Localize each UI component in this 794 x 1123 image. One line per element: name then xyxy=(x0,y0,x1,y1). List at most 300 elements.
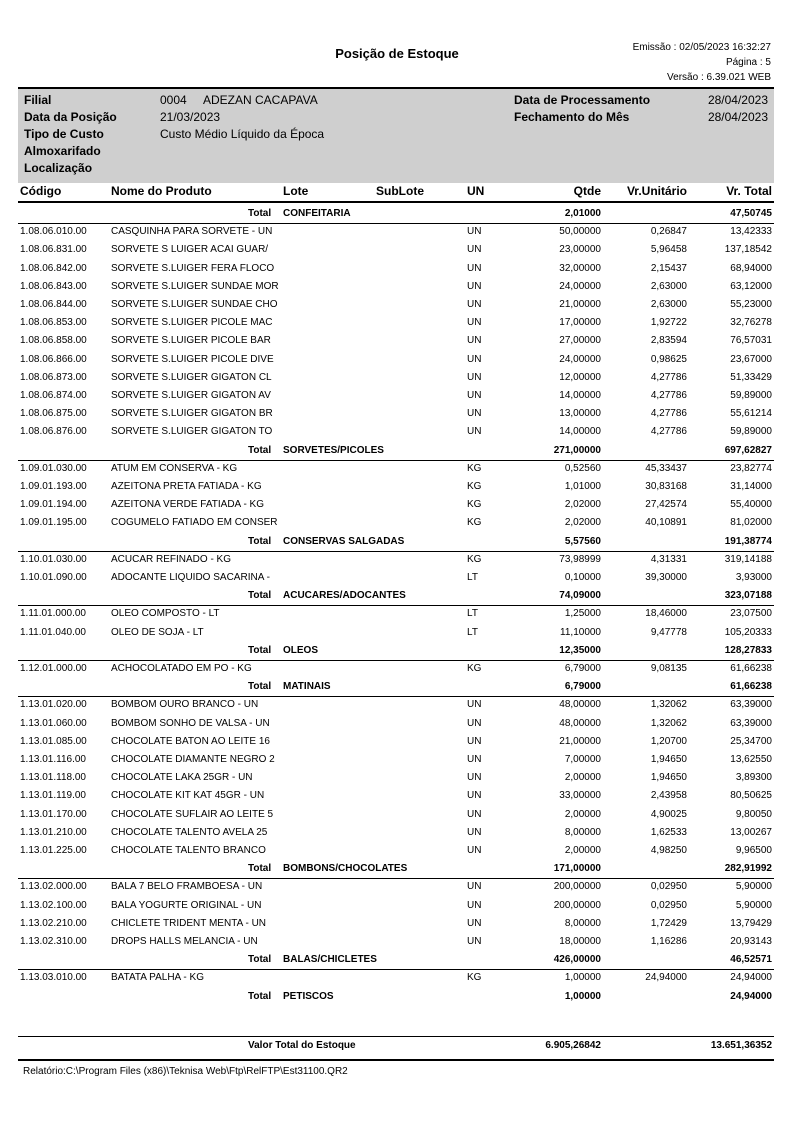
total-value: 55,61214 xyxy=(730,408,772,420)
group-name: MATINAIS xyxy=(283,681,331,693)
unit-value: 4,27786 xyxy=(650,390,687,401)
table-row xyxy=(18,315,774,333)
total-label: Total xyxy=(248,590,272,602)
product-code: 1.11.01.040.00 xyxy=(20,626,86,638)
quantity: 6,79000 xyxy=(564,663,601,674)
unit-value: 45,33437 xyxy=(645,462,687,474)
col-codigo: Código xyxy=(20,184,62,198)
unit: UN xyxy=(467,735,482,747)
total-value: 9,80050 xyxy=(735,808,772,820)
group-qtde: 74,09000 xyxy=(559,590,601,602)
total-value: 13,00267 xyxy=(730,826,772,838)
product-name: CHOCOLATE KIT KAT 45GR - UN xyxy=(111,790,265,802)
filial-name: ADEZAN CACAPAVA xyxy=(203,93,318,107)
total-value: 61,66238 xyxy=(730,663,772,674)
unit: UN xyxy=(467,881,482,893)
product-code: 1.13.03.010.00 xyxy=(20,972,87,984)
report-title: Posição de Estoque xyxy=(335,46,459,61)
total-value: 68,94000 xyxy=(730,262,772,274)
total-value: 55,40000 xyxy=(730,499,772,511)
product-name: SORVETE S.LUIGER GIGATON TO xyxy=(111,426,273,438)
unit-value: 4,27786 xyxy=(650,426,687,438)
data-processamento-label: Data de Processamento xyxy=(514,93,651,107)
product-name: BALA 7 BELO FRAMBOESA - UN xyxy=(111,881,263,893)
total-value: 25,34700 xyxy=(730,735,772,747)
product-code: 1.08.06.842.00 xyxy=(20,262,87,274)
filial-label: Filial xyxy=(24,93,52,107)
total-value: 13,62550 xyxy=(730,754,772,765)
group-total-row xyxy=(18,443,774,461)
product-code: 1.09.01.195.00 xyxy=(20,517,87,529)
product-name: ACUCAR REFINADO - KG xyxy=(111,553,232,565)
fechamento-label: Fechamento do Mês xyxy=(514,110,630,124)
total-value: 23,82774 xyxy=(730,462,772,474)
quantity: 12,00000 xyxy=(559,371,601,383)
quantity: 33,00000 xyxy=(559,790,601,802)
quantity: 200,00000 xyxy=(553,899,601,911)
unit-value: 0,98625 xyxy=(650,353,687,365)
unit-value: 40,10891 xyxy=(645,517,687,529)
unit: UN xyxy=(467,371,482,383)
table-row xyxy=(18,716,774,734)
group-total: 191,38774 xyxy=(724,535,772,547)
total-value: 137,18542 xyxy=(724,244,772,256)
unit: UN xyxy=(467,790,482,802)
total-value: 59,89000 xyxy=(730,426,772,438)
product-name: SORVETE S.LUIGER PICOLE MAC xyxy=(111,317,273,329)
product-code: 1.13.01.225.00 xyxy=(20,845,87,856)
tipo-custo: Custo Médio Líquido da Época xyxy=(160,127,325,141)
quantity: 50,00000 xyxy=(559,226,601,238)
col-sublote: SubLote xyxy=(376,184,424,198)
table-row xyxy=(18,788,774,806)
product-name: DROPS HALLS MELANCIA - UN xyxy=(111,936,258,947)
quantity: 0,10000 xyxy=(564,572,601,583)
unit-value: 4,31331 xyxy=(650,553,687,565)
product-name: SORVETE S.LUIGER SUNDAE MOR xyxy=(111,280,279,292)
total-value: 13,79429 xyxy=(730,917,772,929)
unit-value: 0,02950 xyxy=(650,899,687,911)
product-name: SORVETE S.LUIGER SUNDAE CHO xyxy=(111,299,278,310)
quantity: 27,00000 xyxy=(559,335,601,347)
page-number: Página : 5 xyxy=(725,57,771,68)
grand-total-value: 13.651,36352 xyxy=(710,1040,772,1051)
group-total: 282,91992 xyxy=(724,863,772,875)
quantity: 14,00000 xyxy=(559,426,601,438)
product-code: 1.09.01.193.00 xyxy=(20,481,87,492)
total-value: 32,76278 xyxy=(730,317,772,329)
product-name: OLEO COMPOSTO - LT xyxy=(111,608,220,620)
quantity: 73,98999 xyxy=(559,553,601,565)
table-row xyxy=(18,388,774,406)
unit: UN xyxy=(467,936,482,947)
product-code: 1.08.06.873.00 xyxy=(20,371,87,383)
total-label: Total xyxy=(248,444,272,456)
col-nome: Nome do Produto xyxy=(111,184,212,198)
table-row xyxy=(18,261,774,279)
fechamento: 28/04/2023 xyxy=(707,110,768,124)
product-name: SORVETE S.LUIGER PICOLE DIVE xyxy=(111,353,274,365)
unit-value: 18,46000 xyxy=(645,608,687,620)
product-name: CHICLETE TRIDENT MENTA - UN xyxy=(111,917,267,929)
table-row xyxy=(18,661,774,679)
product-code: 1.13.01.085.00 xyxy=(20,735,87,747)
product-name: CHOCOLATE TALENTO BRANCO xyxy=(111,845,266,856)
version: Versão : 6.39.021 WEB xyxy=(667,72,771,83)
total-value: 20,93143 xyxy=(730,936,772,947)
total-label: Total xyxy=(248,208,272,219)
group-total-row xyxy=(18,952,774,970)
product-name: ATUM EM CONSERVA - KG xyxy=(111,462,238,474)
column-header-row xyxy=(18,182,774,203)
unit: UN xyxy=(467,244,482,256)
quantity: 8,00000 xyxy=(564,917,601,929)
unit-value: 0,26847 xyxy=(650,226,687,238)
product-name: ACHOCOLATADO EM PO - KG xyxy=(111,663,252,674)
unit: UN xyxy=(467,335,482,347)
unit: UN xyxy=(467,426,482,438)
quantity: 21,00000 xyxy=(559,299,601,310)
table-row xyxy=(18,934,774,952)
total-label: Total xyxy=(248,681,272,693)
unit-value: 0,02950 xyxy=(650,881,687,893)
grand-total-row xyxy=(18,1038,774,1056)
grand-total-qtde: 6.905,26842 xyxy=(545,1040,601,1051)
total-value: 51,33429 xyxy=(730,371,772,383)
col-lote: Lote xyxy=(283,184,309,198)
total-value: 63,12000 xyxy=(730,280,772,292)
table-row xyxy=(18,497,774,515)
table-row xyxy=(18,916,774,934)
group-name: CONFEITARIA xyxy=(283,208,351,219)
product-name: BATATA PALHA - KG xyxy=(111,972,204,984)
unit-value: 2,63000 xyxy=(650,280,687,292)
product-code: 1.13.01.210.00 xyxy=(20,826,87,838)
group-total: 61,66238 xyxy=(730,681,772,693)
unit: UN xyxy=(467,280,482,292)
total-value: 55,23000 xyxy=(730,299,772,310)
group-name: BOMBONS/CHOCOLATES xyxy=(283,863,408,875)
unit: UN xyxy=(467,262,482,274)
product-code: 1.08.06.853.00 xyxy=(20,317,87,329)
table-row xyxy=(18,734,774,752)
product-code: 1.08.06.844.00 xyxy=(20,299,87,310)
quantity: 48,00000 xyxy=(559,717,601,729)
table-row xyxy=(18,352,774,370)
product-name: AZEITONA VERDE FATIADA - KG xyxy=(111,499,264,511)
product-name: CHOCOLATE BATON AO LEITE 16 xyxy=(111,735,270,747)
col-un: UN xyxy=(467,184,485,198)
localizacao-label: Localização xyxy=(24,161,93,175)
group-total-row xyxy=(18,643,774,661)
group-total: 47,50745 xyxy=(730,208,772,219)
unit: KG xyxy=(467,553,482,565)
unit-value: 4,90025 xyxy=(650,808,687,820)
unit-value: 2,83594 xyxy=(650,335,687,347)
total-value: 23,67000 xyxy=(730,353,772,365)
product-name: BALA YOGURTE ORIGINAL - UN xyxy=(111,899,262,911)
unit: KG xyxy=(467,663,482,674)
group-total-row xyxy=(18,989,774,1007)
unit: UN xyxy=(467,826,482,838)
total-value: 9,96500 xyxy=(735,845,772,856)
unit: UN xyxy=(467,845,482,856)
total-value: 319,14188 xyxy=(724,553,772,565)
group-name: SORVETES/PICOLES xyxy=(283,444,384,456)
group-name: OLEOS xyxy=(283,644,319,656)
product-code: 1.08.06.875.00 xyxy=(20,408,87,420)
product-code: 1.11.01.000.00 xyxy=(20,608,86,620)
quantity: 24,00000 xyxy=(559,353,601,365)
quantity: 8,00000 xyxy=(564,826,601,838)
product-name: AZEITONA PRETA FATIADA - KG xyxy=(111,481,262,492)
tipo-custo-label: Tipo de Custo xyxy=(24,127,104,141)
product-code: 1.09.01.030.00 xyxy=(20,462,87,474)
emission-date: Emissão : 02/05/2023 16:32:27 xyxy=(632,42,771,53)
table-row xyxy=(18,606,774,624)
total-label: Total xyxy=(248,990,272,1002)
table-row xyxy=(18,224,774,242)
table-row xyxy=(18,515,774,533)
group-total: 697,62827 xyxy=(724,444,772,456)
table-row xyxy=(18,570,774,588)
product-name: ADOCANTE LIQUIDO SACARINA - xyxy=(111,572,270,583)
product-name: BOMBOM OURO BRANCO - UN xyxy=(111,699,259,711)
unit-value: 39,30000 xyxy=(645,572,687,583)
quantity: 2,00000 xyxy=(564,845,601,856)
col-vr-unitario: Vr.Unitário xyxy=(626,184,687,198)
total-value: 5,90000 xyxy=(735,881,772,893)
table-row xyxy=(18,825,774,843)
total-value: 5,90000 xyxy=(735,899,772,911)
group-total: 128,27833 xyxy=(724,644,772,656)
total-label: Total xyxy=(248,644,272,656)
unit-value: 1,20700 xyxy=(650,735,687,747)
data-posicao: 21/03/2023 xyxy=(160,110,221,124)
product-name: SORVETE S.LUIGER GIGATON AV xyxy=(111,390,271,401)
group-name: PETISCOS xyxy=(283,990,334,1002)
filial-code: 0004 xyxy=(160,93,187,107)
total-value: 63,39000 xyxy=(730,717,772,729)
product-code: 1.13.01.119.00 xyxy=(20,790,86,802)
total-label: Total xyxy=(248,863,272,875)
group-qtde: 426,00000 xyxy=(553,954,601,966)
unit: UN xyxy=(467,808,482,820)
unit: UN xyxy=(467,699,482,711)
group-total-row xyxy=(18,861,774,879)
group-qtde: 2,01000 xyxy=(564,208,601,219)
table-row xyxy=(18,279,774,297)
unit-value: 1,32062 xyxy=(650,699,687,711)
product-name: OLEO DE SOJA - LT xyxy=(111,626,204,638)
product-code: 1.08.06.874.00 xyxy=(20,390,87,401)
quantity: 2,00000 xyxy=(564,772,601,784)
grand-total-divider xyxy=(18,1059,774,1061)
table-row xyxy=(18,879,774,897)
group-name: CONSERVAS SALGADAS xyxy=(283,535,405,547)
table-row xyxy=(18,370,774,388)
product-code: 1.08.06.831.00 xyxy=(20,244,87,256)
unit-value: 2,15437 xyxy=(650,262,687,274)
unit: UN xyxy=(467,772,482,784)
quantity: 17,00000 xyxy=(559,317,601,329)
product-code: 1.13.02.100.00 xyxy=(20,899,87,911)
table-row xyxy=(18,807,774,825)
quantity: 11,10000 xyxy=(560,626,601,638)
quantity: 1,00000 xyxy=(564,972,601,984)
quantity: 2,00000 xyxy=(564,808,601,820)
almoxarifado-label: Almoxarifado xyxy=(24,144,101,158)
total-value: 105,20333 xyxy=(724,626,772,638)
product-code: 1.08.06.866.00 xyxy=(20,353,87,365)
product-code: 1.13.02.210.00 xyxy=(20,917,87,929)
unit: UN xyxy=(467,917,482,929)
product-name: SORVETE S LUIGER ACAI GUAR/ xyxy=(111,244,269,256)
total-label: Total xyxy=(248,954,272,966)
unit: KG xyxy=(467,972,482,984)
product-code: 1.12.01.000.00 xyxy=(20,663,87,674)
unit-value: 4,27786 xyxy=(650,371,687,383)
total-value: 76,57031 xyxy=(730,335,772,347)
unit: UN xyxy=(467,299,482,310)
product-name: SORVETE S.LUIGER GIGATON CL xyxy=(111,371,272,383)
unit: UN xyxy=(467,408,482,420)
total-value: 63,39000 xyxy=(730,699,772,711)
unit-value: 1,94650 xyxy=(650,772,687,784)
group-total-row xyxy=(18,679,774,697)
unit-value: 1,32062 xyxy=(650,717,687,729)
total-label: Total xyxy=(248,535,272,547)
table-row xyxy=(18,424,774,442)
table-row xyxy=(18,406,774,424)
unit-value: 1,62533 xyxy=(650,826,687,838)
product-code: 1.13.02.000.00 xyxy=(20,881,87,893)
table-row xyxy=(18,697,774,715)
data-posicao-label: Data da Posição xyxy=(24,110,117,124)
grand-total-top-divider xyxy=(18,1036,774,1037)
total-value: 59,89000 xyxy=(730,390,772,401)
table-row xyxy=(18,970,774,988)
table-row xyxy=(18,333,774,351)
quantity: 2,02000 xyxy=(564,517,601,529)
unit-value: 1,92722 xyxy=(650,317,687,329)
table-row xyxy=(18,898,774,916)
group-total-row xyxy=(18,588,774,606)
group-name: ACUCARES/ADOCANTES xyxy=(283,590,406,602)
unit: UN xyxy=(467,226,482,238)
product-code: 1.13.01.060.00 xyxy=(20,717,87,729)
product-code: 1.08.06.876.00 xyxy=(20,426,87,438)
unit-value: 30,83168 xyxy=(645,481,687,492)
product-name: SORVETE S.LUIGER PICOLE BAR xyxy=(111,335,271,347)
unit: LT xyxy=(467,572,478,583)
unit-value: 4,98250 xyxy=(650,845,687,856)
group-total: 24,94000 xyxy=(730,990,772,1002)
unit: UN xyxy=(467,317,482,329)
group-total-row xyxy=(18,206,774,224)
product-code: 1.10.01.090.00 xyxy=(20,572,87,583)
product-code: 1.13.02.310.00 xyxy=(20,936,87,947)
table-row xyxy=(18,770,774,788)
table-row xyxy=(18,752,774,770)
table-row xyxy=(18,242,774,260)
product-name: COGUMELO FATIADO EM CONSER xyxy=(111,517,278,529)
product-name: CHOCOLATE TALENTO AVELA 25 xyxy=(111,826,268,838)
product-name: CASQUINHA PARA SORVETE - UN xyxy=(111,226,273,238)
total-value: 81,02000 xyxy=(730,517,772,529)
table-row xyxy=(18,625,774,643)
unit-value: 1,72429 xyxy=(650,917,687,929)
total-value: 3,93000 xyxy=(735,572,772,583)
group-qtde: 12,35000 xyxy=(559,644,601,656)
unit-value: 2,43958 xyxy=(650,790,687,802)
group-qtde: 171,00000 xyxy=(553,863,601,875)
quantity: 14,00000 xyxy=(559,390,601,401)
product-name: CHOCOLATE DIAMANTE NEGRO 2 xyxy=(111,754,275,765)
group-qtde: 5,57560 xyxy=(564,535,601,547)
group-qtde: 271,00000 xyxy=(553,444,601,456)
unit-value: 1,94650 xyxy=(650,754,687,765)
quantity: 13,00000 xyxy=(559,408,601,420)
unit: UN xyxy=(467,717,482,729)
product-code: 1.13.01.118.00 xyxy=(20,772,86,784)
product-code: 1.08.06.010.00 xyxy=(20,226,87,238)
unit-value: 1,16286 xyxy=(650,936,687,947)
quantity: 1,25000 xyxy=(564,608,601,620)
unit: UN xyxy=(467,754,482,765)
group-total: 323,07188 xyxy=(724,590,772,602)
quantity: 1,01000 xyxy=(564,481,601,492)
product-code: 1.13.01.170.00 xyxy=(20,808,87,820)
total-value: 80,50625 xyxy=(730,790,772,802)
quantity: 7,00000 xyxy=(564,754,601,765)
product-name: SORVETE S.LUIGER FERA FLOCO xyxy=(111,262,275,274)
product-name: SORVETE S.LUIGER GIGATON BR xyxy=(111,408,273,420)
product-code: 1.13.01.116.00 xyxy=(20,754,86,765)
quantity: 200,00000 xyxy=(553,881,601,893)
quantity: 0,52560 xyxy=(564,462,601,474)
product-name: CHOCOLATE SUFLAIR AO LEITE 5 xyxy=(111,808,274,820)
product-code: 1.08.06.858.00 xyxy=(20,335,87,347)
col-qtde: Qtde xyxy=(573,184,601,198)
table-row xyxy=(18,297,774,315)
table-row xyxy=(18,552,774,570)
quantity: 21,00000 xyxy=(559,735,601,747)
group-total-row xyxy=(18,534,774,552)
quantity: 2,02000 xyxy=(564,499,601,511)
product-name: CHOCOLATE LAKA 25GR - UN xyxy=(111,772,253,784)
total-value: 23,07500 xyxy=(730,608,772,620)
quantity: 18,00000 xyxy=(559,936,601,947)
product-code: 1.13.01.020.00 xyxy=(20,699,87,711)
col-vr-total: Vr. Total xyxy=(726,184,772,198)
unit: KG xyxy=(467,481,482,492)
product-code: 1.10.01.030.00 xyxy=(20,553,87,565)
group-total: 46,52571 xyxy=(730,954,772,966)
total-value: 24,94000 xyxy=(730,972,772,984)
product-name: BOMBOM SONHO DE VALSA - UN xyxy=(111,717,270,729)
report-header-box xyxy=(18,87,774,183)
product-code: 1.08.06.843.00 xyxy=(20,280,87,292)
total-value: 31,14000 xyxy=(730,481,772,492)
total-value: 3,89300 xyxy=(735,772,772,784)
quantity: 23,00000 xyxy=(559,244,601,256)
grand-total-label: Valor Total do Estoque xyxy=(248,1040,356,1051)
product-code: 1.09.01.194.00 xyxy=(20,499,87,511)
unit: LT xyxy=(467,608,478,620)
unit-value: 4,27786 xyxy=(650,408,687,420)
quantity: 48,00000 xyxy=(559,699,601,711)
